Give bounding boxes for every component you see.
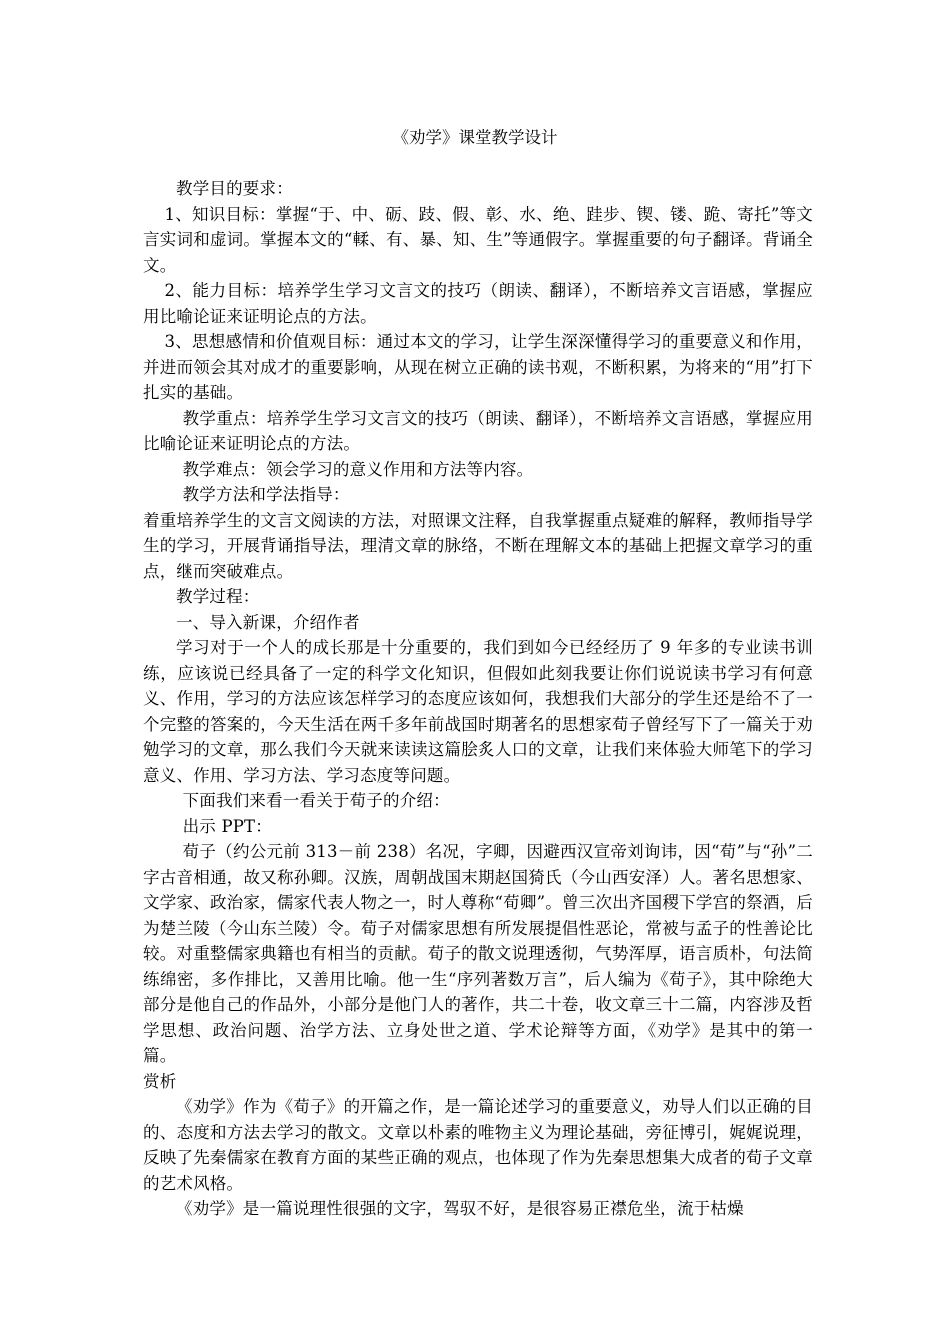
paragraph-continuation: 《劝学》是一篇说理性很强的文字，驾驭不好，是很容易正襟危坐，流于枯燥 (176, 1199, 744, 1218)
paragraph-introduction: 学习对于一个人的成长那是十分重要的，我们到如今已经经历了 9 年多的专业读书训练，应该说已经具备了一定的科学文化知识，但假如此刻我要让你们说说读书学习有何意义、作用，学习的方法应该怎样学习的态度应该如何，我想我们大部分的学生还是给不了一个完整的答案的，今天生活在两千多年前战国时期著名的思想家荀子曾经写下了一篇关于劝勉学习的文章，那么我们今天就来读读这篇脍炙人口的文章，让我们来体验大师笔下的学习意义、作用、学习方法、学习态度等问题。 (143, 638, 813, 785)
paragraph-goals-heading: 教学目的要求： (176, 179, 293, 198)
paragraph-methods-heading: 教学方法和学法指导： (182, 485, 350, 504)
paragraph-appreciation-heading: 赏析 (143, 1071, 177, 1091)
document-title: 《劝学》课堂教学设计 (392, 128, 558, 147)
paragraph-appreciation: 《劝学》作为《荀子》的开篇之作，是一篇论述学习的重要意义，劝导人们以正确的目的、态度和方法去学习的散文。文章以朴素的唯物主义为理论基础，旁征博引，娓娓说理，反映了先秦儒家在教育方面的某些正确的观点，也体现了作为先秦思想集大成者的荀子文章的艺术风格。 (143, 1097, 813, 1193)
paragraph-knowledge-goal: 1、知识目标：掌握“于、中、砺、跂、假、彰、水、绝、跬步、锲、镂、跪、寄托”等文言实词和虚词。掌握本文的“輮、有、暴、知、生”等通假字。掌握重要的句子翻译。背诵全文。 (143, 204, 813, 275)
paragraph-difficulties: 教学难点：领会学习的意义作用和方法等内容。 (182, 459, 534, 479)
paragraph-xunzi-bio: 荀子（约公元前 313－前 238）名况，字卿，因避西汉宣帝刘询讳，因“荀”与“孙”二字古音相通，故又称孙卿。汉族，周朝战国末期赵国猗氏（今山西安泽）人。著名思想家、文学家、政治家，儒家代表人物之一，时人尊称“荀卿”。曾三次出齐国稷下学宫的祭酒，后为楚兰陵（今山东兰陵）令。荀子对儒家思想有所发展提倡性恶论，常被与孟子的性善论比较。对重整儒家典籍也有相当的贡献。荀子的散文说理透彻，气势浑厚，语言质朴，句法简练绵密，多作排比，又善用比喻。他一生“序列著数万言”，后人编为《荀子》，其中除绝大部分是他自己的作品外，小部分是他门人的著作，共二十卷，收文章三十二篇，内容涉及哲学思想、政治问题、治学方法、立身处世之道、学术论辩等方面，《劝学》是其中的第一篇。 (143, 842, 813, 1065)
paragraph-ability-goal: 2、能力目标：培养学生学习文言文的技巧（朗读、翻译），不断培养文言语感，掌握应用比喻论证来证明论点的方法。 (143, 281, 813, 326)
paragraph-values-goal: 3、思想感情和价值观目标：通过本文的学习，让学生深深懂得学习的重要意义和作用，并进而领会其对成才的重要影响，从现在树立正确的读书观，不断积累，为将来的“用”打下扎实的基础。 (143, 332, 813, 402)
paragraph-key-points: 教学重点：培养学生学习文言文的技巧（朗读、翻译），不断培养文言语感，掌握应用比喻论证来证明论点的方法。 (143, 408, 813, 453)
paragraph-section-one-heading: 一、导入新课，介绍作者 (176, 612, 360, 632)
paragraph-xunzi-intro: 下面我们来看一看关于荀子的介绍： (182, 791, 450, 810)
paragraph-methods: 着重培养学生的文言文阅读的方法，对照课文注释，自我掌握重点疑难的解释，教师指导学生的学习，开展背诵指导法，理清文章的脉络，不断在理解文本的基础上把握文章学习的重点，继而突破难点。 (143, 510, 813, 581)
document-body (143, 176, 813, 1222)
paragraph-process-heading: 教学过程： (176, 587, 260, 606)
paragraph-show-ppt: 出示 PPT： (182, 816, 272, 836)
